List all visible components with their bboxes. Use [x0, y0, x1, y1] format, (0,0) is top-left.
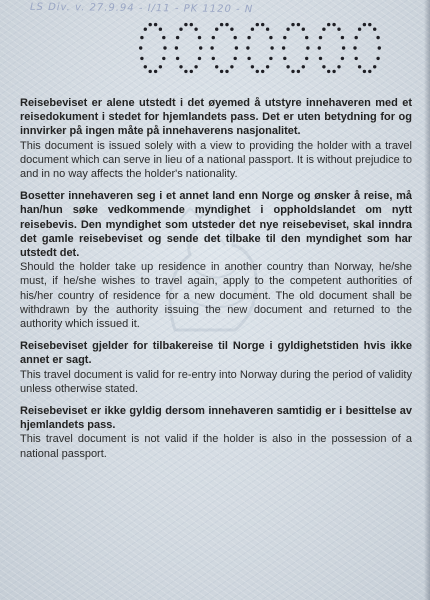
perforated-digit: [282, 23, 310, 73]
english-paragraph: This travel document is not valid if the holder is also in the possession of a national passport.: [20, 433, 412, 460]
perforated-digit: [318, 23, 346, 73]
perforated-digit: [353, 23, 381, 73]
page-binding-edge: [424, 0, 430, 600]
norwegian-paragraph: Bosetter innehaveren seg i et annet land enn Norge og ønsker å reise, må han/hun søke vedkommende myndighet i oppholdslandet om nytt reisebevis. Den myndighet som utsteder det nye reisebeviset, skal inndra det gamle reisebeviset og sende det tilbake til den myndighet som har utstedt det.: [20, 190, 412, 260]
norwegian-paragraph: Reisebeviset er ikke gyldig dersom innehaveren samtidig er i besittelse av hjemlandets pass.: [20, 405, 412, 432]
perforated-digit: [139, 23, 167, 73]
norwegian-paragraph: Reisebeviset er alene utstedt i det øyemed å utstyre innehaveren med et reisedokument i stedet for hjemlandets pass. Det er uten betydning for og innvirker på ingen måte på innehaverens nasjonalitet.: [20, 97, 412, 138]
perforated-digit: [246, 23, 274, 73]
norwegian-paragraph: Reisebeviset gjelder for tilbakereise til Norge i gyldighetstiden hvis ikke annet er sagt.: [20, 340, 412, 367]
section-3: [20, 339, 412, 396]
section-1: [20, 96, 412, 181]
conditions-text: [20, 96, 412, 469]
perforated-document-number: [135, 18, 385, 78]
section-2: [20, 189, 412, 331]
perforated-digit: [175, 23, 203, 73]
handwritten-annotation: LS Div. v. 27.9.94 - I/11 - PK 1120 - N: [29, 1, 254, 16]
section-4: [20, 404, 412, 461]
english-paragraph: Should the holder take up residence in another country than Norway, he/she must, if he/she wishes to travel again, apply to the competent authorities of his/her country of residence for a new document. The old document shall be withdrawn by the authority issuing the new document and returned to the authority which issued it.: [20, 261, 412, 331]
english-paragraph: This document is issued solely with a view to providing the holder with a travel document which can serve in lieu of a national passport. It is without prejudice to and in no way affects the holder's nationality.: [20, 139, 412, 181]
english-paragraph: This travel document is valid for re-entry into Norway during the period of validity unless otherwise stated.: [20, 368, 412, 395]
perforated-digit: [210, 23, 238, 73]
